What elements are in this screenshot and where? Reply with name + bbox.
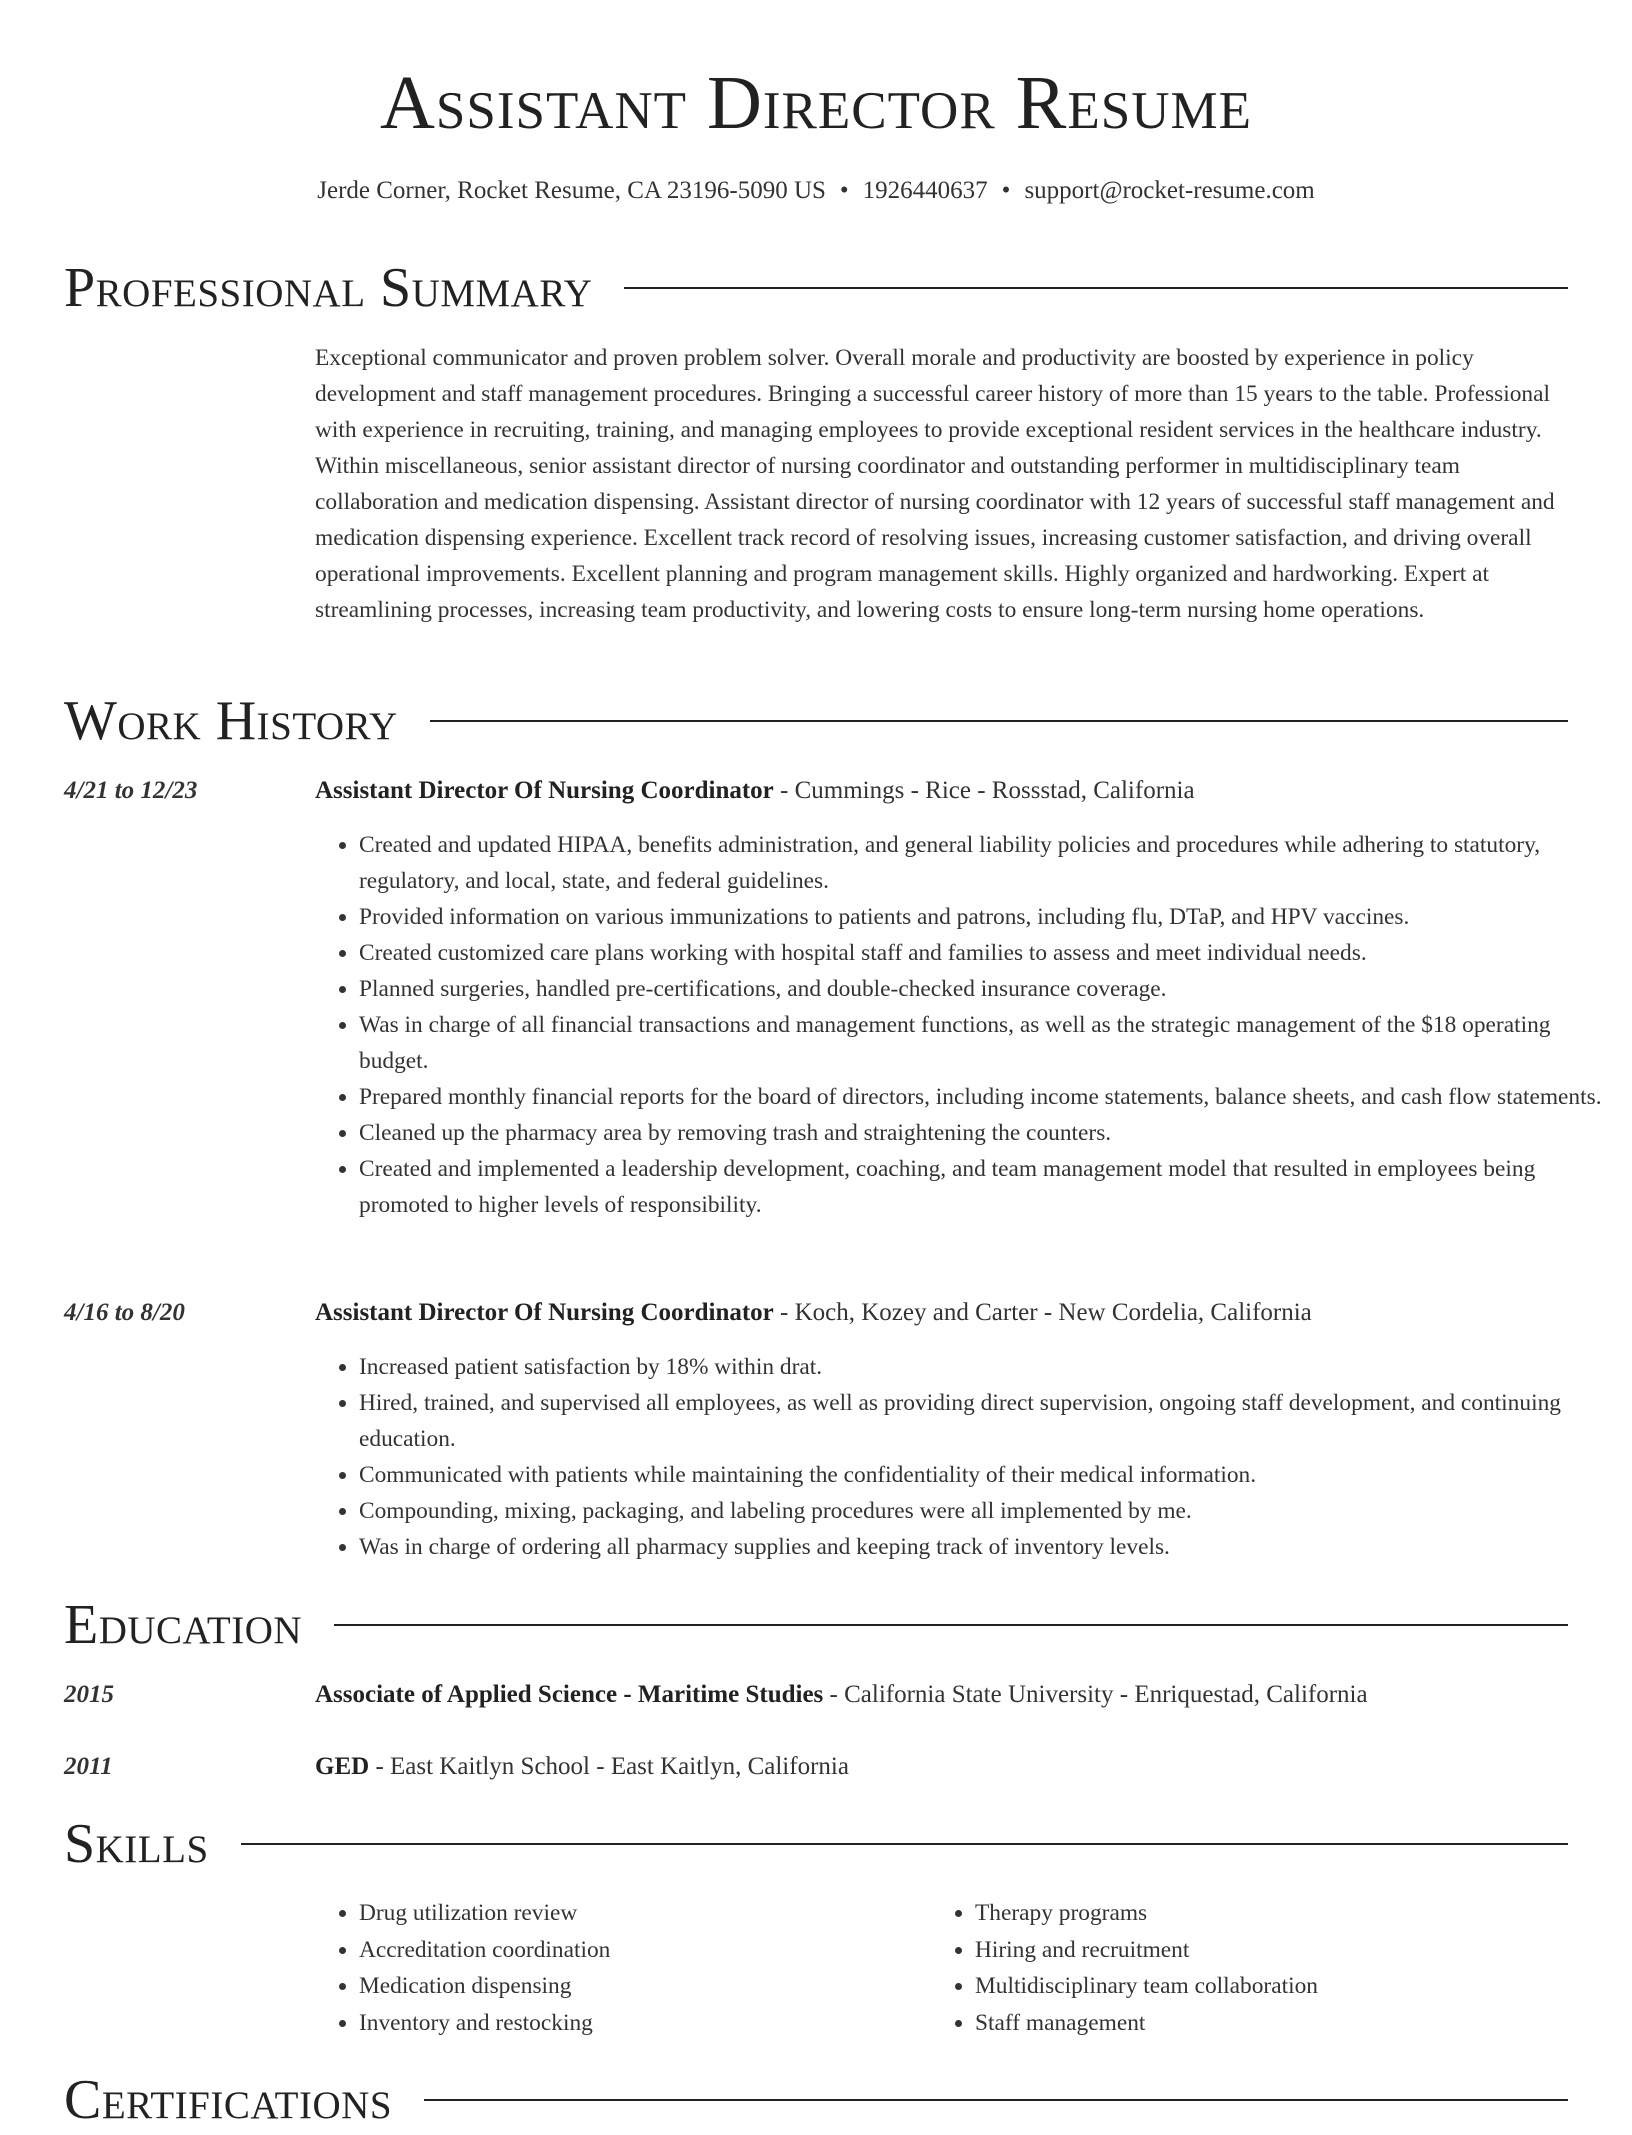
job-bullet: • Was in charge of ordering all pharmacy supplies and keeping track of inventory levels. xyxy=(359,1529,1612,1565)
section-title-work: Work History xyxy=(64,690,398,752)
job-bullet: • Compounding, mixing, packaging, and labeling procedures were all implemented by me. xyxy=(359,1493,1612,1529)
job-bullet: • Prepared monthly financial reports for the board of directors, including income statements, balance sheets, and cash flow statements. xyxy=(359,1079,1612,1115)
education-degree: GED xyxy=(315,1753,370,1780)
section-divider xyxy=(430,720,1568,722)
section-heading-certifications xyxy=(64,2065,1568,2135)
section-heading-summary xyxy=(64,253,1568,323)
skill-item: • Drug utilization review xyxy=(359,1895,610,1932)
job-heading xyxy=(315,1295,1568,1331)
skills-list-right xyxy=(931,1895,1318,2041)
job-bullet: • Created customized care plans working with hospital staff and families to assess and meet individual needs. xyxy=(359,935,1612,971)
skills-list-left xyxy=(315,1895,610,2041)
skill-item: • Staff management xyxy=(975,2005,1318,2042)
job-bullet-list xyxy=(315,827,1612,1223)
skill-item: • Inventory and restocking xyxy=(359,2005,610,2042)
section-title-education: Education xyxy=(64,1594,303,1656)
section-divider xyxy=(334,1624,1568,1626)
contact-line xyxy=(0,174,1632,208)
job-title: Assistant Director Of Nursing Coordinator xyxy=(315,1299,774,1326)
skill-item: • Medication dispensing xyxy=(359,1968,610,2005)
education-school-location: - California State University - Enriquestad, California xyxy=(823,1681,1368,1708)
job-employer-location: - Cummings - Rice - Rossstad, California xyxy=(773,777,1195,804)
education-heading xyxy=(315,1677,1568,1713)
contact-separator: • xyxy=(839,177,849,204)
job-employer-location: - Koch, Kozey and Carter - New Cordelia, California xyxy=(773,1299,1312,1326)
job-bullet: • Hired, trained, and supervised all employees, as well as providing direct supervision, ongoing staff development, and continuing education. xyxy=(359,1385,1612,1457)
job-bullet: • Cleaned up the pharmacy area by removing trash and straightening the counters. xyxy=(359,1115,1612,1151)
education-degree: Associate of Applied Science - Maritime Studies xyxy=(315,1681,824,1708)
education-year: 2015 xyxy=(64,1681,114,1708)
section-heading-education xyxy=(64,1590,1568,1660)
job-heading xyxy=(315,773,1568,809)
section-title-certifications: Certifications xyxy=(64,2069,393,2131)
section-divider xyxy=(624,287,1568,289)
summary-text: Exceptional communicator and proven problem solver. Overall morale and productivity are boosted by experience in policy development and staff management procedures. Bringing a successful career history of more than 15 years to the table. Professional with experience in recruiting, training, and managing employees to provide exceptional resident services in the healthcare industry. Within miscellaneous, senior assistant director of nursing coordinator and outstanding performer in multidisciplinary team collaboration and medication dispensing. Assistant director of nursing coordinator with 12 years of successful staff management and medication dispensing experience. Excellent track record of resolving issues, increasing customer satisfaction, and driving overall operational improvements. Excellent planning and program management skills. Highly organized and hardworking. Expert at streamlining processes, increasing team productivity, and lowering costs to ensure long-term nursing home operations. xyxy=(315,345,1555,623)
job-bullet: • Increased patient satisfaction by 18% within drat. xyxy=(359,1349,1612,1385)
job-bullet-list xyxy=(315,1349,1612,1565)
job-bullet: • Created and implemented a leadership development, coaching, and team management model that resulted in employees being promoted to higher levels of responsibility. xyxy=(359,1151,1612,1223)
education-heading xyxy=(315,1749,1568,1785)
section-heading-skills xyxy=(64,1809,1568,1879)
contact-email[interactable]: support@rocket-resume.com xyxy=(1024,177,1315,204)
education-school-location: - East Kaitlyn School - East Kaitlyn, California xyxy=(369,1753,849,1780)
section-title-summary: Professional Summary xyxy=(64,257,593,319)
skill-item: • Therapy programs xyxy=(975,1895,1318,1932)
section-divider xyxy=(241,1843,1568,1845)
section-title-skills: Skills xyxy=(64,1813,209,1875)
education-year: 2011 xyxy=(64,1753,113,1780)
job-bullet: • Created and updated HIPAA, benefits administration, and general liability policies and procedures while adhering to statutory, regulatory, and local, state, and federal guidelines. xyxy=(359,827,1612,899)
job-dates: 4/16 to 8/20 xyxy=(64,1299,185,1326)
contact-address: Jerde Corner, Rocket Resume, CA 23196-5090 US xyxy=(317,177,826,204)
resume-title: Assistant Director Resume xyxy=(380,61,1252,145)
job-bullet: • Was in charge of all financial transactions and management functions, as well as the strategic management of the $18 operating budget. xyxy=(359,1007,1612,1079)
job-title: Assistant Director Of Nursing Coordinator xyxy=(315,777,774,804)
skill-item: • Multidisciplinary team collaboration xyxy=(975,1968,1318,2005)
job-dates: 4/21 to 12/23 xyxy=(64,777,198,804)
section-divider xyxy=(424,2099,1568,2101)
skill-item: • Accreditation coordination xyxy=(359,1932,610,1969)
job-bullet: • Communicated with patients while maintaining the confidentiality of their medical information. xyxy=(359,1457,1612,1493)
contact-phone: 1926440637 xyxy=(862,177,988,204)
skill-item: • Hiring and recruitment xyxy=(975,1932,1318,1969)
contact-separator: • xyxy=(1001,177,1011,204)
section-heading-work xyxy=(64,686,1568,756)
job-bullet: • Planned surgeries, handled pre-certifications, and double-checked insurance coverage. xyxy=(359,971,1612,1007)
job-bullet: • Provided information on various immunizations to patients and patrons, including flu, DTaP, and HPV vaccines. xyxy=(359,899,1612,935)
